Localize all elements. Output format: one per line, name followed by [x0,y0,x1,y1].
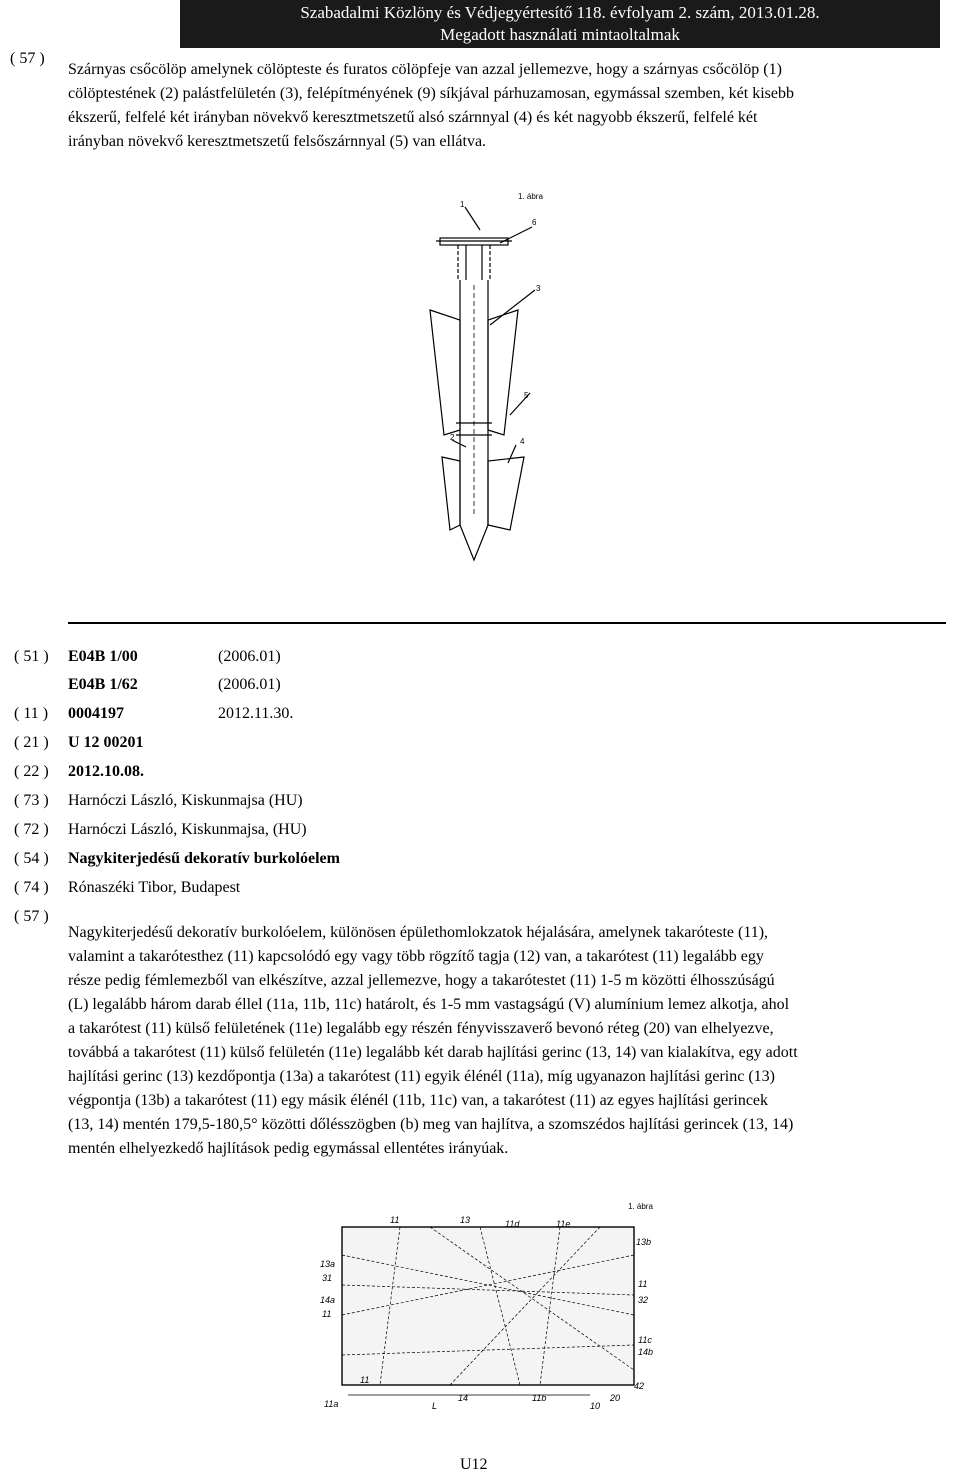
ref-label: 10 [590,1401,601,1411]
ref-label: 6 [532,218,537,227]
abstract-line: hajlítási gerinc (13) kezdőpontja (13a) a takarótest (11) egyik élénél (11a), míg ugyanazon hajlítási gerinc (13) [68,1068,775,1085]
ref-label: 11d [505,1219,520,1229]
abstract-line: (L) legalább három darab éllel (11a, 11b, 11c) határolt, és 1-5 mm vastagságú (V) alumínium lemez alkotja, ahol [68,996,790,1013]
abstract-line: végpontja (13b) a takarótest (11) egy másik élénél (11b, 11c) van, a takarótest (11) az egyes hajlítási gerincek [68,1092,769,1109]
ipc-class: E04B 1/00 [68,648,138,665]
entry-separator [68,622,946,624]
ref-label: 11 [638,1279,648,1289]
ref-label: 11e [556,1219,571,1229]
inid-code-54: ( 54 ) [14,850,49,867]
abstract-line: (13, 14) mentén 179,5-180,5° közötti dőlésszögben (b) meg van hajlítva, a szomszédos hajlítási gerincek (13, 14) [68,1116,794,1133]
journal-header [180,0,940,48]
inid-code-22: ( 22 ) [14,763,49,780]
inventor: Harnóczi László, Kiskunmajsa, (HU) [68,821,307,838]
abstract-text [68,58,948,154]
ref-label: 11b [532,1393,547,1403]
ipc-class: E04B 1/62 [68,676,138,693]
inid-code-74: ( 74 ) [14,879,49,896]
abstract-line: irányban növekvő keresztmetszetű felsőszárnnyal (5) van ellátva. [68,133,487,150]
inid-code-21: ( 21 ) [14,734,49,751]
ref-label: 3 [536,284,541,293]
ref-label: 14b [638,1347,654,1357]
inid-code-72: ( 72 ) [14,821,49,838]
inid-code-11: ( 11 ) [14,705,49,722]
abstract-line: a takarótest (11) külső felületének (11e) legalább egy részén fényvisszaverő bevonó réteg (20) van elhelyezve, [68,1020,774,1037]
owner: Harnóczi László, Kiskunmajsa (HU) [68,792,303,809]
figure-caption: 1. ábra [628,1202,653,1211]
ref-label: 14a [320,1295,336,1305]
ref-label: 5 [524,391,529,400]
inid-code-73: ( 73 ) [14,792,49,809]
invention-title: Nagykiterjedésű dekoratív burkolóelem [68,850,340,867]
pile-figure [400,185,580,565]
ipc-version: (2006.01) [218,648,281,665]
ref-label: 4 [520,437,525,446]
ref-label: 42 [634,1381,645,1391]
ref-label: 13b [636,1237,652,1247]
figure-caption: 1. ábra [518,192,543,201]
registration-date: 2012.11.30. [218,705,294,722]
abstract-text [68,921,948,1161]
ref-label: 11c [638,1335,652,1345]
abstract-line: cölöptestének (2) palástfelületén (3), felépítményének (9) síkjával párhuzamosan, egymással szemben, két kisebb [68,85,794,102]
ref-label: 13a [320,1259,336,1269]
abstract-line: Szárnyas csőcölöp amelynek cölöpteste és furatos cölöpfeje van azzal jellemezve, hogy a szárnyas csőcölöp (1) [68,61,782,78]
abstract-line: Nagykiterjedésű dekoratív burkolóelem, különösen épülethomlokzatok héjalására, amelynek takaróteste (11), [68,924,769,941]
ref-label: 11 [390,1215,400,1225]
ref-label: 32 [638,1295,649,1305]
ref-label: 2 [450,433,455,442]
ipc-version: (2006.01) [218,676,281,693]
section-title: Megadott használati mintaoltalmak [440,25,680,44]
ref-label: 11 [360,1375,370,1385]
abstract-line: valamint a takarótesthez (11) kapcsolódó egy vagy több rögzítő tagja (12) van, a takarótest (11) legalább egy [68,948,764,965]
panel-figure [300,1195,680,1420]
inid-code-57: ( 57 ) [14,908,49,925]
abstract-line: ékszerű, felfelé két irányban növekvő keresztmetszetű alsó szárnnyal (4) és két nagyobb ékszerű, felfelé két [68,109,758,126]
page-number: U12 [460,1456,488,1473]
ref-label: 14 [458,1393,469,1403]
filing-date: 2012.10.08. [68,763,144,780]
ref-label: 31 [322,1273,333,1283]
abstract-line: mentén elhelyezkedő hajlítások pedig egymással ellentétes irányúak. [68,1140,509,1157]
ref-label: 20 [610,1393,621,1403]
inid-code-51: ( 51 ) [14,648,49,665]
agent: Rónaszéki Tibor, Budapest [68,879,241,896]
registration-number: 0004197 [68,705,124,722]
journal-title: Szabadalmi Közlöny és Védjegyértesítő 118. évfolyam 2. szám, 2013.01.28. [300,3,820,22]
application-number: U 12 00201 [68,734,144,751]
ref-label: 13 [460,1215,471,1225]
inid-code-57: ( 57 ) [10,50,45,67]
abstract-line: továbbá a takarótest (11) külső felületén (11e) legalább két darab hajlítási gerinc (13, 14) van kialakítva, egy adott [68,1044,798,1061]
ref-label: 11 [322,1309,332,1319]
ref-label: 1 [460,200,465,209]
ref-label: 11a [324,1399,339,1409]
abstract-line: része pedig fémlemezből van elkészítve, azzal jellemezve, hogy a takarótestet (11) 1-5 m közötti élhosszúságú [68,972,775,989]
ref-label: L [432,1401,438,1411]
